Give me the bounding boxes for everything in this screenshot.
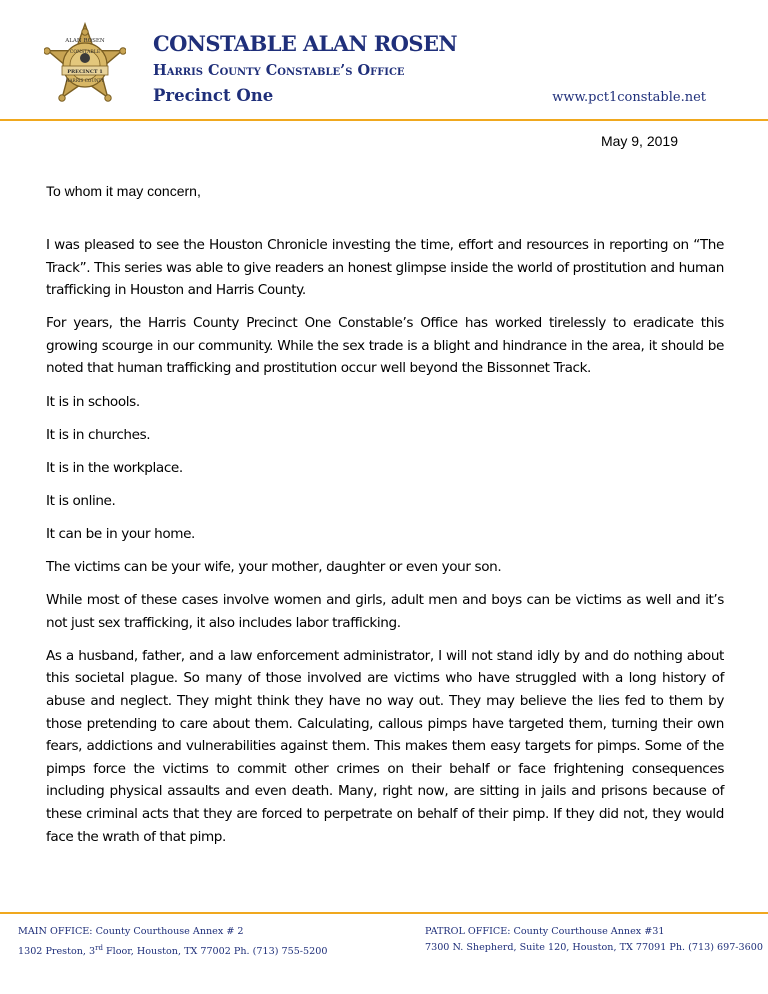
- letterhead-precinct: Precinct One: [153, 86, 274, 105]
- letterhead-office: Harris County Constable’s Office: [153, 62, 405, 79]
- badge-top-text: ALAN ROSEN: [65, 38, 105, 44]
- main-office-label: MAIN OFFICE: County Courthouse Annex # 2: [18, 926, 244, 937]
- body-paragraph: It is in schools.: [46, 393, 140, 410]
- header-divider: [0, 119, 768, 121]
- footer-main-office: [18, 924, 327, 960]
- footer-divider: [0, 912, 768, 914]
- body-paragraph: It is in the workplace.: [46, 459, 183, 476]
- body-paragraph: As a husband, father, and a law enforcement administrator, I will not stand idly by and do nothing about this societal plague. So many of those involved are victims who have struggled with a long history of abuse and neglect. They might think they have no way out. They may believe the lies fed to them by those pretending to care about them. Calculating, callous pimps have targeted them, turning their own fears, addictions and vulnerabilities against them. This makes them easy targets for pimps. Some of the pimps force the victims to commit other crimes on their behalf or face frightening consequences including physical assaults and even death. Many, right now, are sitting in jails and prisons because of these criminal acts that they are forced to perpetrate on behalf of their pimp. If they did not, they would face the wrath of that pimp.: [46, 647, 724, 845]
- letter-salutation: To whom it may concern,: [46, 183, 201, 199]
- badge-bottom-text: HARRIS COUNTY: [65, 78, 105, 83]
- constable-badge-icon: [44, 22, 126, 112]
- body-paragraph: It is online.: [46, 492, 116, 509]
- body-paragraph: I was pleased to see the Houston Chronicle investing the time, effort and resources in reporting on “The Track”. This series was able to give readers an honest glimpse inside the world of prostitution and human trafficking in Houston and Harris County.: [46, 237, 724, 299]
- letter-date: May 9, 2019: [600, 133, 678, 149]
- body-paragraph: While most of these cases involve women and girls, adult men and boys can be victims as well and it’s not just sex trafficking, it also includes labor trafficking.: [46, 592, 724, 631]
- letterhead-name: CONSTABLE ALAN ROSEN: [153, 31, 457, 56]
- letterhead-website: www.pct1constable.net: [552, 90, 706, 105]
- badge-mid-text: CONSTABLE: [69, 50, 101, 55]
- letter-body: [46, 234, 724, 859]
- badge-ribbon-text: PRECINCT 1: [67, 69, 103, 75]
- patrol-office-address: 7300 N. Shepherd, Suite 120, Houston, TX 77091 Ph. (713) 697-3600: [425, 942, 763, 953]
- footer-patrol-office: [425, 924, 763, 956]
- main-office-address: 1302 Preston, 3rd Floor, Houston, TX 77002 Ph. (713) 755-5200: [18, 944, 328, 958]
- body-paragraph: It can be in your home.: [46, 525, 195, 542]
- body-paragraph: It is in churches.: [46, 426, 151, 443]
- body-paragraph: The victims can be your wife, your mother, daughter or even your son.: [46, 559, 502, 576]
- patrol-office-label: PATROL OFFICE: County Courthouse Annex #31: [425, 926, 665, 937]
- body-paragraph: For years, the Harris County Precinct One Constable’s Office has worked tirelessly to eradicate this growing scourge in our community. While the sex trade is a blight and hindrance in the area, it should be noted that human trafficking and prostitution occur well beyond the Bissonnet Track.: [46, 315, 724, 377]
